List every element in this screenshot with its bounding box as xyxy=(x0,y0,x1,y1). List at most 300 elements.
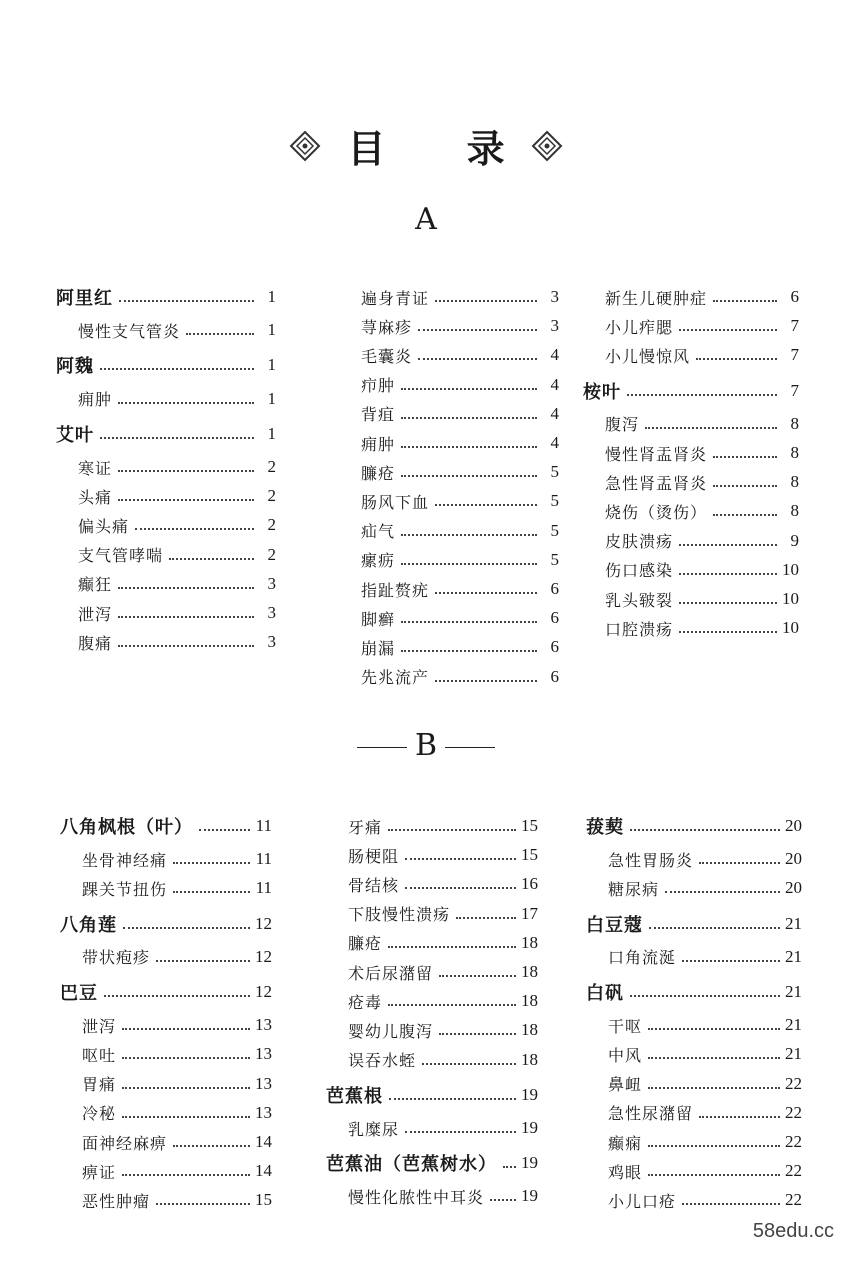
toc-heading-entry[interactable] xyxy=(56,284,276,310)
page-number: 9 xyxy=(790,530,799,550)
entry-label: 寒证 xyxy=(78,458,113,478)
page-number: 1 xyxy=(267,320,276,340)
entry-label: 腹泻 xyxy=(605,415,640,435)
entry-label: 痈肿 xyxy=(78,390,113,410)
entry-label: 先兆流产 xyxy=(361,668,430,688)
dot-leader xyxy=(122,1057,250,1059)
dot-leader xyxy=(401,417,537,419)
dot-leader xyxy=(645,427,777,429)
dot-leader xyxy=(122,1028,250,1030)
toc-sub-entry[interactable] xyxy=(56,386,276,412)
entry-label: 桉叶 xyxy=(583,381,621,403)
page-number: 22 xyxy=(785,1073,802,1093)
entry-label: 新生儿硬肿症 xyxy=(605,288,708,308)
toc-sub-entry[interactable] xyxy=(339,488,559,514)
page-number: 4 xyxy=(550,345,559,365)
dot-leader xyxy=(118,402,254,404)
toc-sub-entry[interactable] xyxy=(583,440,799,466)
page-number: 3 xyxy=(267,603,276,622)
page-number: 10 xyxy=(782,589,799,608)
page-number: 8 xyxy=(790,501,799,521)
toc-heading-entry[interactable] xyxy=(586,813,802,839)
dot-leader xyxy=(648,1057,780,1059)
page-number: 12 xyxy=(255,946,272,966)
entry-label: 急性肾盂肾炎 xyxy=(605,473,708,493)
entry-label: 白豆蔻 xyxy=(586,914,643,936)
toc-sub-entry[interactable] xyxy=(583,411,799,437)
toc-sub-entry[interactable] xyxy=(60,846,272,872)
page-title: 目 录 xyxy=(347,126,539,171)
dot-leader xyxy=(156,1203,250,1205)
page-number: 7 xyxy=(790,380,799,400)
page-number: 11 xyxy=(255,816,272,835)
dot-leader xyxy=(118,616,254,618)
page-number: 3 xyxy=(550,287,559,306)
page-number: 19 xyxy=(521,1153,538,1173)
entry-label: 泄泻 xyxy=(82,1016,117,1036)
toc-sub-entry[interactable] xyxy=(326,871,538,897)
entry-label: 口腔溃疡 xyxy=(605,619,674,639)
entry-label: 口角流涎 xyxy=(608,948,677,968)
dot-leader xyxy=(490,1199,516,1201)
entry-label: 巴豆 xyxy=(60,983,98,1004)
toc-sub-entry[interactable] xyxy=(326,959,538,985)
toc-heading-entry[interactable] xyxy=(60,911,272,937)
dot-leader xyxy=(435,300,537,302)
dot-leader xyxy=(503,1166,516,1168)
entry-label: 小儿慢惊风 xyxy=(605,346,691,366)
page-number: 3 xyxy=(267,573,276,593)
toc-sub-entry[interactable] xyxy=(326,1017,538,1043)
toc-sub-entry[interactable] xyxy=(56,317,276,343)
toc-sub-entry[interactable] xyxy=(339,401,559,427)
page-number: 1 xyxy=(267,355,276,375)
dot-leader xyxy=(401,563,537,565)
dot-leader xyxy=(649,927,780,929)
entry-label: 鸡眼 xyxy=(608,1162,643,1182)
page-number: 22 xyxy=(785,1161,802,1181)
dot-leader xyxy=(135,528,254,530)
toc-sub-entry[interactable] xyxy=(583,615,799,641)
page-number: 1 xyxy=(267,287,276,306)
toc-sub-entry[interactable] xyxy=(339,634,559,660)
left-ornament-icon xyxy=(288,129,322,163)
page-number: 8 xyxy=(790,443,799,462)
dot-leader xyxy=(118,587,254,589)
dot-leader xyxy=(435,680,537,682)
page-number: 15 xyxy=(521,816,538,835)
dot-leader xyxy=(118,645,254,647)
dot-leader xyxy=(630,829,780,831)
entry-label: 骨结核 xyxy=(348,875,400,895)
page-number: 5 xyxy=(550,491,559,511)
page-number: 7 xyxy=(790,316,799,336)
entry-label: 八角枫根（叶） xyxy=(60,817,193,838)
entry-label: 婴幼儿腹泻 xyxy=(348,1021,434,1041)
divider xyxy=(445,747,495,748)
toc-sub-entry[interactable] xyxy=(583,498,799,524)
page-number: 6 xyxy=(550,608,559,628)
page-number: 20 xyxy=(785,816,802,835)
entry-label: 急性胃肠炎 xyxy=(608,850,694,870)
toc-sub-entry[interactable] xyxy=(60,1129,272,1155)
entry-label: 遍身青证 xyxy=(361,288,430,308)
entry-label: 菝葜 xyxy=(586,817,624,838)
entry-label: 八角莲 xyxy=(60,914,117,936)
page-number: 6 xyxy=(550,637,559,657)
toc-sub-entry[interactable] xyxy=(326,1115,538,1141)
toc-sub-entry[interactable] xyxy=(586,1158,802,1184)
toc-sub-entry[interactable] xyxy=(326,813,538,839)
toc-heading-entry[interactable] xyxy=(586,979,802,1005)
dot-leader xyxy=(713,300,777,302)
toc-sub-entry[interactable] xyxy=(586,1100,802,1126)
page-number: 13 xyxy=(255,1102,272,1122)
page-number: 21 xyxy=(785,913,802,933)
dot-leader xyxy=(122,1116,250,1118)
toc-sub-entry[interactable] xyxy=(583,342,799,368)
dot-leader xyxy=(696,358,777,360)
entry-label: 癫痫 xyxy=(608,1133,643,1153)
entry-label: 肠梗阻 xyxy=(348,846,400,866)
toc-sub-entry[interactable] xyxy=(60,944,272,970)
page-number: 22 xyxy=(785,1102,802,1122)
entry-label: 泄泻 xyxy=(78,604,113,624)
entry-label: 白矾 xyxy=(586,983,624,1004)
entry-label: 恶性肿瘤 xyxy=(82,1191,151,1211)
toc-sub-entry[interactable] xyxy=(326,1183,538,1209)
entry-label: 小儿口疮 xyxy=(608,1191,677,1211)
toc-sub-entry[interactable] xyxy=(583,557,799,583)
entry-label: 急性尿潴留 xyxy=(608,1104,694,1124)
page-number: 7 xyxy=(790,345,799,365)
toc-sub-entry[interactable] xyxy=(586,1187,802,1213)
entry-label: 芭蕉油（芭蕉树水） xyxy=(326,1154,497,1176)
dot-leader xyxy=(118,470,254,472)
page-number: 13 xyxy=(255,1015,272,1035)
section-letter-b xyxy=(0,728,852,763)
page-number: 21 xyxy=(785,982,802,1001)
toc-sub-entry[interactable] xyxy=(60,1012,272,1038)
dot-leader xyxy=(679,329,777,331)
toc-sub-entry[interactable] xyxy=(60,1187,272,1213)
page-number: 21 xyxy=(785,1044,802,1064)
toc-heading-entry[interactable] xyxy=(56,421,276,447)
page-number: 6 xyxy=(550,666,559,686)
entry-label: 阿魏 xyxy=(56,356,94,378)
entry-label: 面神经麻痹 xyxy=(82,1133,168,1153)
dot-leader xyxy=(100,368,254,370)
page-number: 5 xyxy=(550,549,559,569)
dot-leader xyxy=(648,1174,780,1176)
toc-sub-entry[interactable] xyxy=(326,901,538,927)
toc-sub-entry[interactable] xyxy=(339,518,559,544)
page-number: 8 xyxy=(790,472,799,492)
dot-leader xyxy=(122,1087,250,1089)
toc-sub-entry[interactable] xyxy=(56,600,276,626)
page-number: 2 xyxy=(267,486,276,506)
page-number: 18 xyxy=(521,1049,538,1069)
toc-sub-entry[interactable] xyxy=(60,1041,272,1067)
page-number: 4 xyxy=(550,374,559,394)
dot-leader xyxy=(388,946,516,948)
toc-title xyxy=(0,118,852,173)
toc-sub-entry[interactable] xyxy=(586,846,802,872)
toc-sub-entry[interactable] xyxy=(583,284,799,310)
entry-label: 疖肿 xyxy=(361,376,396,396)
toc-sub-entry[interactable] xyxy=(339,430,559,456)
toc-heading-entry[interactable] xyxy=(586,911,802,937)
dot-leader xyxy=(679,631,777,633)
entry-label: 疝气 xyxy=(361,522,396,542)
page-number: 11 xyxy=(255,878,272,898)
page-number: 14 xyxy=(255,1161,272,1181)
toc-sub-entry[interactable] xyxy=(339,547,559,573)
entry-label: 腹痛 xyxy=(78,633,113,653)
dot-leader xyxy=(713,514,777,516)
page-number: 16 xyxy=(521,874,538,894)
dot-leader xyxy=(456,917,516,919)
dot-leader xyxy=(630,995,780,997)
toc-sub-entry[interactable] xyxy=(339,284,559,310)
dot-leader xyxy=(401,388,537,390)
entry-label: 干呕 xyxy=(608,1016,643,1036)
toc-sub-entry[interactable] xyxy=(56,512,276,538)
entry-label: 糖尿病 xyxy=(608,879,660,899)
divider xyxy=(357,747,407,748)
page-number: 8 xyxy=(790,413,799,433)
entry-label: 乳糜尿 xyxy=(348,1119,400,1139)
dot-leader xyxy=(100,437,254,439)
page-number: 10 xyxy=(782,559,799,579)
entry-label: 坐骨神经痛 xyxy=(82,850,168,870)
page-number: 4 xyxy=(550,403,559,423)
page-number: 1 xyxy=(267,388,276,408)
entry-label: 头痛 xyxy=(78,487,113,507)
page-number: 6 xyxy=(790,287,799,306)
page-number: 1 xyxy=(267,423,276,443)
section-letter-a xyxy=(0,202,852,237)
entry-label: 毛囊炎 xyxy=(361,346,413,366)
toc-sub-entry[interactable] xyxy=(60,1071,272,1097)
dot-leader xyxy=(713,485,777,487)
entry-label: 痈肿 xyxy=(361,434,396,454)
toc-sub-entry[interactable] xyxy=(583,313,799,339)
toc-sub-entry[interactable] xyxy=(586,1129,802,1155)
toc-sub-entry[interactable] xyxy=(60,1158,272,1184)
dot-leader xyxy=(713,456,777,458)
entry-label: 下肢慢性溃疡 xyxy=(348,905,451,925)
toc-heading-entry[interactable] xyxy=(326,1082,538,1108)
entry-label: 瘰疬 xyxy=(361,551,396,571)
toc-sub-entry[interactable] xyxy=(586,1071,802,1097)
toc-sub-entry[interactable] xyxy=(339,605,559,631)
entry-label: 踝关节扭伤 xyxy=(82,879,168,899)
entry-label: 臁疮 xyxy=(348,934,383,954)
toc-heading-entry[interactable] xyxy=(56,352,276,378)
entry-label: 带状疱疹 xyxy=(82,948,151,968)
dot-leader xyxy=(627,394,777,396)
page-number: 19 xyxy=(521,1186,538,1206)
entry-label: 背疽 xyxy=(361,405,396,425)
entry-label: 呕吐 xyxy=(82,1045,117,1065)
dot-leader xyxy=(648,1087,780,1089)
toc-sub-entry[interactable] xyxy=(583,528,799,554)
dot-leader xyxy=(401,650,537,652)
page-number: 15 xyxy=(521,845,538,865)
entry-label: 脚癣 xyxy=(361,609,396,629)
toc-sub-entry[interactable] xyxy=(583,586,799,612)
page-number: 21 xyxy=(785,1015,802,1035)
dot-leader xyxy=(173,891,250,893)
toc-sub-entry[interactable] xyxy=(339,372,559,398)
toc-sub-entry[interactable] xyxy=(339,459,559,485)
page-number: 20 xyxy=(785,849,802,869)
entry-label: 艾叶 xyxy=(56,424,94,446)
dot-leader xyxy=(665,891,780,893)
dot-leader xyxy=(648,1145,780,1147)
dot-leader xyxy=(699,1116,780,1118)
entry-label: 芭蕉根 xyxy=(326,1085,383,1107)
dot-leader xyxy=(405,887,516,889)
entry-label: 肠风下血 xyxy=(361,492,430,512)
page-number: 12 xyxy=(255,982,272,1001)
toc-sub-entry[interactable] xyxy=(583,469,799,495)
toc-sub-entry[interactable] xyxy=(326,842,538,868)
entry-label: 中风 xyxy=(608,1045,643,1065)
toc-heading-entry[interactable] xyxy=(60,979,272,1005)
page-number: 5 xyxy=(550,462,559,482)
dot-leader xyxy=(418,358,537,360)
section-letter: B xyxy=(414,728,438,763)
entry-label: 误吞水蛭 xyxy=(348,1051,417,1071)
toc-sub-entry[interactable] xyxy=(56,542,276,568)
dot-leader xyxy=(401,534,537,536)
dot-leader xyxy=(679,602,777,604)
entry-label: 冷秘 xyxy=(82,1104,117,1124)
page-number: 21 xyxy=(785,946,802,966)
toc-sub-entry[interactable] xyxy=(56,483,276,509)
toc-sub-entry[interactable] xyxy=(326,930,538,956)
page-number: 18 xyxy=(521,962,538,981)
dot-leader xyxy=(401,475,537,477)
dot-leader xyxy=(388,1004,516,1006)
dot-leader xyxy=(123,927,250,929)
dot-leader xyxy=(401,446,537,448)
entry-label: 指趾赘疣 xyxy=(361,580,430,600)
page-number: 18 xyxy=(521,1020,538,1040)
toc-sub-entry[interactable] xyxy=(56,629,276,655)
dot-leader xyxy=(679,544,777,546)
dot-leader xyxy=(156,960,250,962)
toc-sub-entry[interactable] xyxy=(56,571,276,597)
section-letter: A xyxy=(415,202,437,237)
entry-label: 支气管哮喘 xyxy=(78,546,164,566)
entry-label: 烧伤（烫伤） xyxy=(605,502,708,522)
dot-leader xyxy=(679,573,777,575)
page-number: 22 xyxy=(785,1190,802,1210)
entry-label: 牙痛 xyxy=(348,817,383,837)
page-number: 3 xyxy=(550,316,559,336)
dot-leader xyxy=(401,621,537,623)
dot-leader xyxy=(439,975,516,977)
toc-sub-entry[interactable] xyxy=(339,576,559,602)
toc-sub-entry[interactable] xyxy=(339,664,559,690)
entry-label: 痹证 xyxy=(82,1162,117,1182)
toc-heading-entry[interactable] xyxy=(60,813,272,839)
entry-label: 臁疮 xyxy=(361,463,396,483)
entry-label: 伤口感染 xyxy=(605,561,674,581)
entry-label: 荨麻疹 xyxy=(361,317,413,337)
page-number: 14 xyxy=(255,1132,272,1151)
toc-sub-entry[interactable] xyxy=(60,875,272,901)
dot-leader xyxy=(388,829,516,831)
dot-leader xyxy=(118,499,254,501)
toc-sub-entry[interactable] xyxy=(586,875,802,901)
toc-sub-entry[interactable] xyxy=(56,454,276,480)
right-ornament-icon xyxy=(530,129,564,163)
toc-sub-entry[interactable] xyxy=(326,988,538,1014)
watermark: 58edu.cc xyxy=(752,1220,834,1242)
page-number: 15 xyxy=(255,1190,272,1210)
entry-label: 小儿痄腮 xyxy=(605,317,674,337)
entry-label: 鼻衄 xyxy=(608,1075,643,1095)
dot-leader xyxy=(422,1063,516,1065)
entry-label: 崩漏 xyxy=(361,638,396,658)
page-number: 13 xyxy=(255,1044,272,1064)
page-number: 11 xyxy=(255,849,272,869)
dot-leader xyxy=(418,329,537,331)
page-number: 19 xyxy=(521,1084,538,1104)
dot-leader xyxy=(389,1098,516,1100)
toc-sub-entry[interactable] xyxy=(326,1047,538,1073)
page-number: 12 xyxy=(255,913,272,933)
dot-leader xyxy=(104,995,250,997)
dot-leader xyxy=(119,300,254,302)
toc-sub-entry[interactable] xyxy=(339,313,559,339)
dot-leader xyxy=(199,829,250,831)
toc-sub-entry[interactable] xyxy=(586,1012,802,1038)
toc-sub-entry[interactable] xyxy=(586,944,802,970)
page-number: 2 xyxy=(267,544,276,564)
dot-leader xyxy=(186,333,254,335)
page-number: 19 xyxy=(521,1118,538,1137)
toc-sub-entry[interactable] xyxy=(339,342,559,368)
page-number: 13 xyxy=(255,1073,272,1093)
page-number: 2 xyxy=(267,515,276,535)
entry-label: 皮肤溃疡 xyxy=(605,532,674,552)
entry-label: 偏头痛 xyxy=(78,516,130,536)
entry-label: 乳头皲裂 xyxy=(605,590,674,610)
entry-label: 胃痛 xyxy=(82,1075,117,1095)
entry-label: 慢性肾盂肾炎 xyxy=(605,444,708,464)
page-number: 22 xyxy=(785,1132,802,1151)
page-number: 5 xyxy=(550,520,559,540)
toc-heading-entry[interactable] xyxy=(326,1150,538,1176)
page-number: 18 xyxy=(521,932,538,952)
page-number: 4 xyxy=(550,433,559,452)
dot-leader xyxy=(439,1033,516,1035)
page-number: 3 xyxy=(267,632,276,652)
dot-leader xyxy=(169,558,254,560)
page-number: 20 xyxy=(785,878,802,898)
dot-leader xyxy=(682,1203,780,1205)
toc-heading-entry[interactable] xyxy=(583,378,799,404)
page-number: 10 xyxy=(782,618,799,638)
dot-leader xyxy=(173,862,250,864)
toc-sub-entry[interactable] xyxy=(586,1041,802,1067)
toc-sub-entry[interactable] xyxy=(60,1100,272,1126)
